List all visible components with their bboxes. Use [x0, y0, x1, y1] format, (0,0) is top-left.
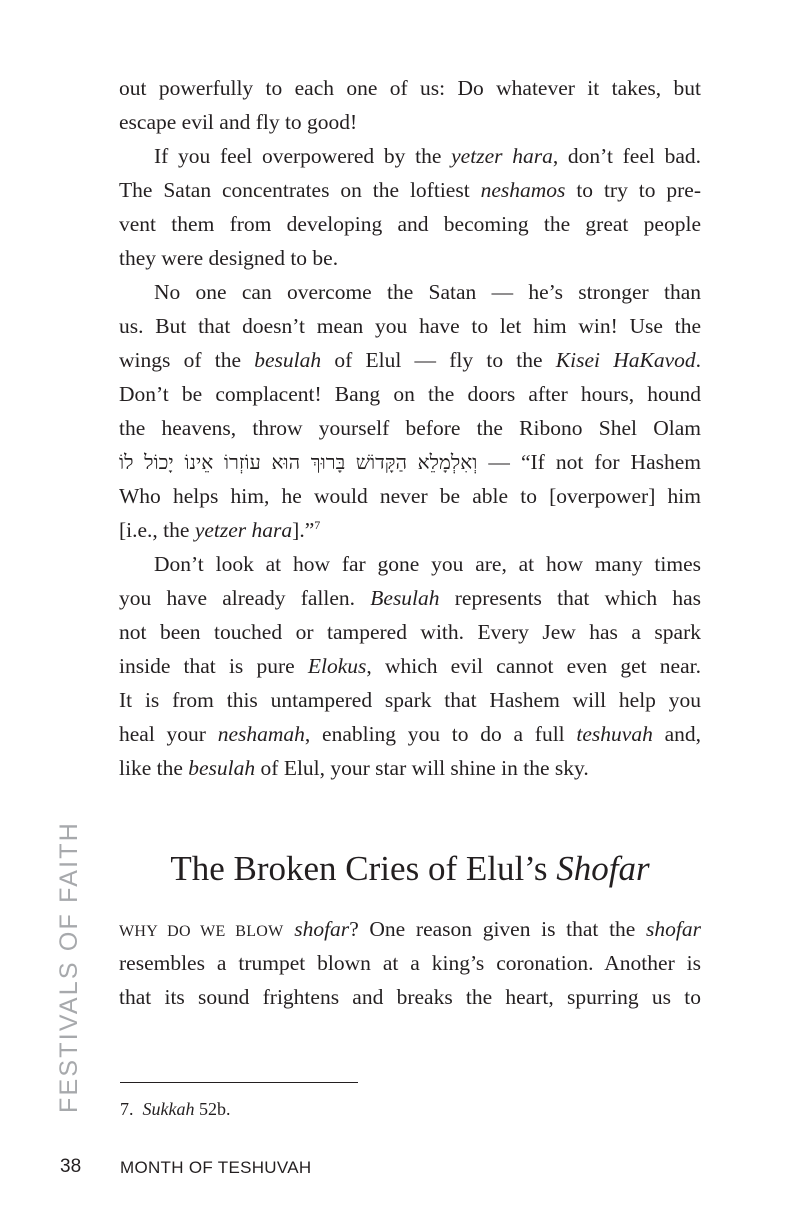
footnote: 7. Sukkah 52b.: [120, 1099, 231, 1119]
body-text: [119, 71, 701, 785]
text-line: וְאִלְמָלֵא הַקָּדוֹשׁ בָּרוּךְ הוּא עוֹזְרוֹ אֵינוֹ יָכוֹל לוֹ — “If not for Hashem: [119, 450, 702, 474]
text-line: Who helps him, he would never be able to [overpower] him: [119, 484, 701, 508]
paragraph-start: If you feel overpowered by the yetzer hara, don’t feel bad.: [154, 144, 702, 168]
section-text: [119, 912, 701, 1014]
text-line: resembles a trumpet blown at a king’s coronation. Another is: [119, 951, 701, 975]
paragraph-start: Don’t look at how far gone you are, at how many times: [154, 552, 701, 576]
text-line: inside that is pure Elokus, which evil cannot even get near.: [119, 654, 701, 678]
hebrew-quote: וְאִלְמָלֵא הַקָּדוֹשׁ בָּרוּךְ הוּא עוֹזְרוֹ אֵינוֹ יָכוֹל לוֹ: [119, 452, 478, 474]
text-line: you have already fallen. Besulah represents that which has: [119, 586, 701, 610]
text-line: heal your neshamah, enabling you to do a full teshuvah and,: [119, 722, 702, 746]
section-heading: The Broken Cries of Elul’s Shofar: [170, 849, 650, 888]
page-number: 38: [60, 1156, 82, 1177]
text-line: out powerfully to each one of us: Do whatever it takes, but: [119, 76, 701, 100]
text-line: that its sound frightens and breaks the heart, spurring us to: [119, 985, 701, 1009]
text-line: The Satan concentrates on the loftiest neshamos to try to pre-: [119, 178, 701, 202]
text-line: like the besulah of Elul, your star will shine in the sky.: [119, 756, 589, 780]
text-line: escape evil and fly to good!: [119, 110, 358, 134]
text-line: not been touched or tampered with. Every Jew has a spark: [119, 620, 701, 644]
text-line: vent them from developing and becoming the great people: [119, 212, 701, 236]
footnote-marker: 7: [314, 517, 321, 532]
vertical-book-title: FESTIVALS OF FAITH: [55, 821, 83, 1113]
paragraph-start: No one can overcome the Satan — he’s stronger than: [154, 280, 701, 304]
text-line: It is from this untampered spark that Hashem will help you: [119, 688, 701, 712]
footnote-divider: [120, 1082, 358, 1083]
text-line: wings of the besulah of Elul — fly to the Kisei HaKavod.: [119, 348, 702, 372]
text-line: the heavens, throw yourself before the Ribono Shel Olam: [119, 416, 701, 440]
text-line: us. But that doesn’t mean you have to let him win! Use the: [119, 314, 701, 338]
running-head: MONTH OF TESHUVAH: [120, 1158, 312, 1177]
text-line: [i.e., the yetzer hara].”$^7$: [119, 517, 321, 542]
text-line: Don’t be complacent! Bang on the doors after hours, hound: [119, 382, 701, 406]
small-caps-lead: WHY DO WE BLOW: [119, 923, 284, 940]
text-line: they were designed to be.: [119, 246, 339, 270]
text-line: WHY DO WE BLOW shofar? One reason given is that the shofar: [119, 917, 701, 941]
